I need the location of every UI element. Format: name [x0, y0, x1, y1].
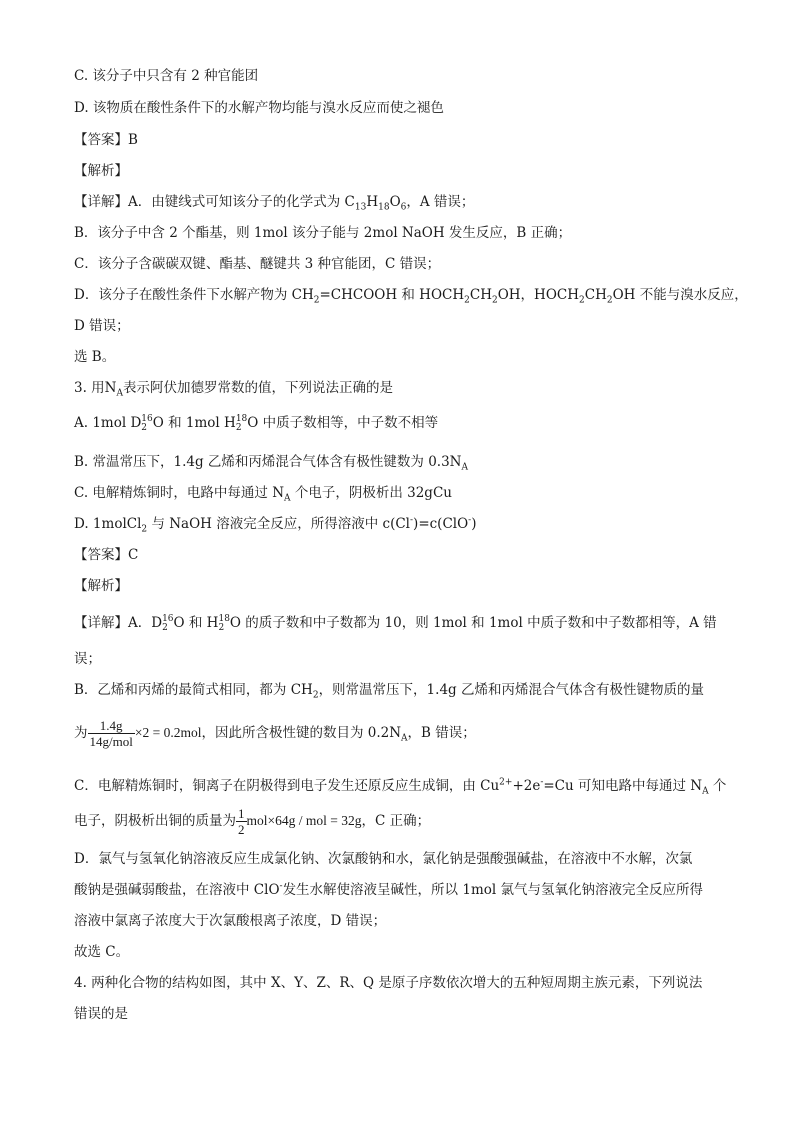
option-c: C. 该分子中只含有 2 种官能团 — [74, 68, 259, 84]
detail-c: C．该分子含碳碳双键、酯基、醚键共 3 种官能团，C 错误； — [74, 256, 441, 272]
option-d: D. 该物质在酸性条件下的水解产物均能与溴水反应而使之褪色 — [74, 100, 444, 116]
detail2-a-cont: 误； — [74, 651, 101, 667]
detail2-b: B．乙烯和丙烯的最简式相同，都为 $CH_2$，则常温常压下，1.4g 乙烯和丙烯混合气体含有极性键物质的量 — [74, 682, 704, 701]
detail-a: 【详解】A．由键线式可知该分子的化学式为 $C_{13}H_{18}O_6$，A 错误； — [74, 194, 475, 213]
detail-d: D．该分子在酸性条件下水解产物为 $CH_2=CHCOOH$ 和 $HOCH_2CH_2OH$，$HOCH_2CH_2OH$ 不能与溴水反应， — [74, 287, 748, 306]
detail2-a: 【详解】A．D 16 2 O 和 H 18 2 O 的质子数和中子数都为 10，则 1mol 和 1mol 中质子数和中子数都相等，A 错 — [74, 613, 717, 633]
detail2-b-formula: 为 $\frac{1.4g}{\text{14g/mol}}$ ×2 = 0.2mol，因此所含极性键的数目为 $0.2N_A$，B 错误； — [74, 718, 476, 749]
choice-b: 选 B。 — [74, 349, 116, 365]
detail2-d: D．氯气与氢氧化钠溶液反应生成氯化钠、次氯酸钠和水，氯化钠是强酸强碱盐，在溶液中不水解，次氯 — [74, 851, 693, 867]
q3-option-c: C. 电解精炼铜时，电路中每通过 $N_A$ 个电子，阴极析出 32gCu — [74, 485, 452, 504]
analysis-label-2: 【解析】 — [74, 578, 128, 594]
detail2-d-cont1: 酸钠是强碱弱酸盐，在溶液中 ClO-发生水解使溶液呈碱性，所以 1mol 氯气与氢氧化钠溶液完全反应所得 — [74, 881, 703, 898]
detail-b: B．该分子中含 2 个酯基，则 1mol 该分子能与 2mol NaOH 发生反应，B 正确； — [74, 225, 572, 241]
q3-option-b: B. 常温常压下，1.4g 乙烯和丙烯混合气体含有极性键数为 $0.3N_A$ — [74, 454, 468, 473]
q3-option-a: A. 1mol D 16 2 O 和 1mol H 18 2 O 中质子数相等，中子数不相等 — [74, 413, 439, 433]
question-4: 4. 两种化合物的结构如图，其中 X、Y、Z、R、Q 是原子序数依次增大的五种短周期主族元素，下列说法 — [74, 975, 703, 991]
detail2-c: C．电解精炼铜时，铜离子在阴极得到电子发生还原反应生成铜，由 $Cu^{2+}+2e^-=Cu$ 可知电路中每通过 $N_A$ 个 — [74, 777, 727, 797]
analysis-label: 【解析】 — [74, 163, 128, 179]
question-4-cont: 错误的是 — [74, 1006, 128, 1022]
answer-label: 【答案】B — [74, 132, 138, 148]
detail-d-cont: D 错误； — [74, 318, 130, 334]
detail2-d-cont2: 溶液中氯离子浓度大于次氯酸根离子浓度，D 错误； — [74, 913, 387, 929]
detail2-c-formula: 电子，阴极析出铜的质量为 $\frac{1}{2}$ mol×64g / mol = 32g，C 正确； — [74, 806, 431, 837]
fraction-mass: $\frac{1.4g}{\text{14g/mol}}$ — [89, 718, 133, 749]
choice-c: 故选 C。 — [74, 944, 130, 960]
answer-label-2: 【答案】C — [74, 547, 139, 563]
question-3: 3. 用$N_A$表示阿伏加德罗常数的值，下列说法正确的是 — [74, 380, 393, 399]
fraction-half: $\frac{1}{2}$ — [238, 806, 245, 837]
q3-option-d: D. 1molCl$_2$ 与 NaOH 溶液完全反应，所得溶液中 c(Cl-)=c(ClO-) — [74, 515, 477, 535]
